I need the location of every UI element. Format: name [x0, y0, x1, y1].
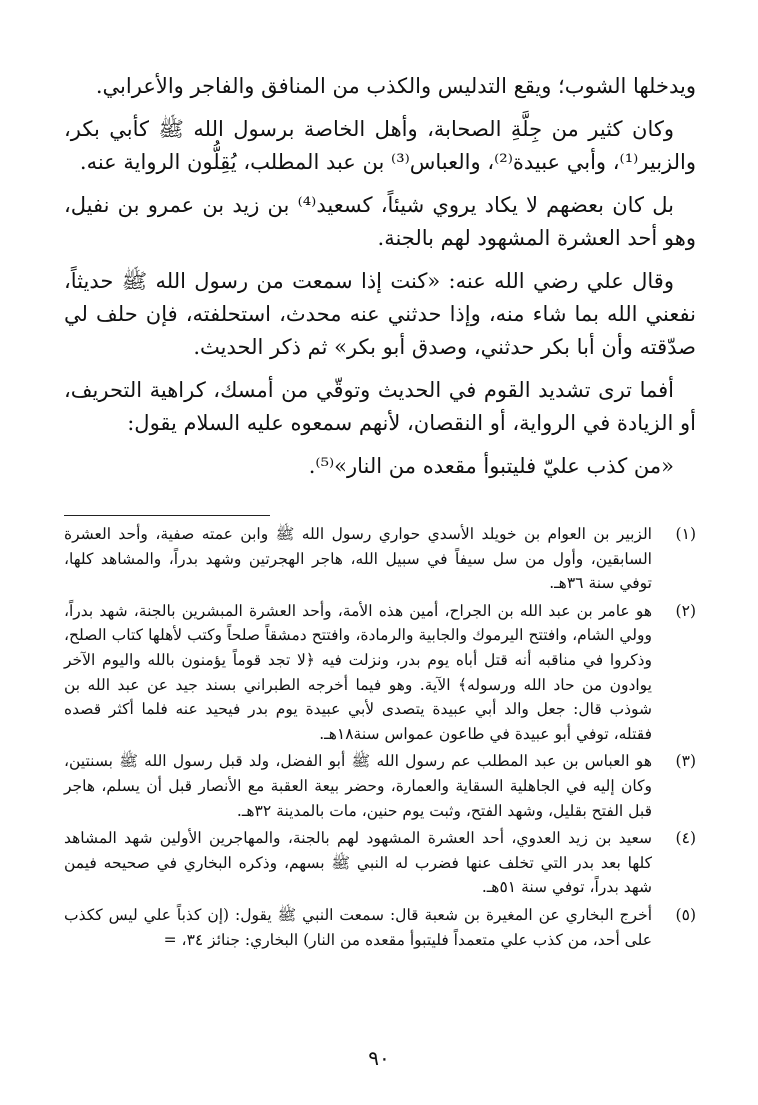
footnote-divider: [64, 515, 270, 516]
footnote-text: أخرج البخاري عن المغيرة بن شعبة قال: سمعت النبي ﷺ يقول: (إن كذباً علي ليس ككذب على أحد، من كذب علي متعمداً فليتبوأ مقعده من النار) البخاري: جنائز ٣٤، =: [64, 905, 652, 949]
page-number: ٩٠: [368, 1046, 390, 1070]
paragraph-5: أفما ترى تشديد القوم في الحديث وتوقّي من أمسك، كراهية التحريف، أو الزيادة في الرواية، أو النقصان، لأنهم سمعوه عليه السلام يقول:: [64, 378, 696, 435]
footnote-text: الزبير بن العوام بن خويلد الأسدي حواري رسول الله ﷺ وابن عمته صفية، وأحد العشرة السابقين، وأول من سل سيفاً في سبيل الله، هاجر الهجرتين وشهد بدراً، والمشاهد كلها، توفي سنة ٣٦هـ.: [64, 525, 652, 593]
paragraph-6: «من كذب عليّ فليتبوأ مقعده من النار»⁽⁵⁾.: [308, 454, 674, 478]
paragraph-4: وقال علي رضي الله عنه: «كنت إذا سمعت من رسول الله ﷺ حديثاً، نفعني الله بما شاء منه، وإذا حدثني عنه محدث، استحلفته، فإن حلف لي صدّقته وأن أبا بكر حدثني، وصدق أبو بكر» ثم ذكر الحديث.: [64, 269, 696, 359]
paragraph-1: ويدخلها الشوب؛ ويقع التدليس والكذب من المنافق والفاجر والأعرابي.: [95, 74, 696, 98]
footnote-1: [64, 522, 696, 596]
footnote-number: (٤): [675, 829, 696, 848]
footnote-text: هو العباس بن عبد المطلب عم رسول الله ﷺ أبو الفضل، ولد قبل رسول الله ﷺ بسنتين، وكان إليه في الجاهلية السقاية والعمارة، وحضر بيعة العقبة مع الأنصار قبل أن يسلم، هاجر قبل الفتح بقليل، وشهد الفتح، وثبت يوم حنين، مات بالمدينة ٣٢هـ.: [64, 752, 652, 820]
paragraph-2: وكان كثير من جِلَّةِ الصحابة، وأهل الخاصة برسول الله ﷺ كأبي بكر، والزبير⁽¹⁾، وأبي عبيدة⁽²⁾، والعباس⁽³⁾ بن عبد المطلب، يُقِلُّون الرواية عنه.: [64, 117, 696, 174]
footnote-2: [64, 599, 696, 747]
main-text: [64, 70, 696, 483]
footnote-4: [64, 826, 696, 900]
footnote-number: (٢): [675, 601, 696, 620]
footnotes: [64, 522, 696, 952]
footnote-number: (٥): [675, 905, 696, 924]
footnote-text: هو عامر بن عبد الله بن الجراح، أمين هذه الأمة، وأحد العشرة المبشرين بالجنة، شهد بدراً، وولي الشام، وافتتح اليرموك والجابية والرمادة، وافتتح دمشقاً صلحاً وكتب لأهلها كتاب الصلح، وذكروا في مناقبه أنه قتل أباه يوم بدر، ونزلت فيه ﴿لا تجد قوماً يؤمنون بالله واليوم الآخر يوادون من حاد الله ورسوله﴾ الآية. وهو فيما أخرجه الطبراني بسند جيد عن عبد الله بن شوذب قال: جعل والد أبي عبيدة يتصدى لأبي عبيدة يوم بدر فيحيد عنه فلما أكثر قصده فقتله، توفي أبو عبيدة في طاعون عمواس سنة١٨هـ.: [64, 601, 652, 743]
footnote-3: [64, 749, 696, 823]
paragraph-3: بل كان بعضهم لا يكاد يروي شيئاً، كسعيد⁽⁴⁾ بن زيد بن عمرو بن نفيل، وهو أحد العشرة المشهود لهم بالجنة.: [64, 193, 696, 250]
footnote-number: (٣): [675, 752, 696, 771]
footnote-text: سعيد بن زيد العدوي، أحد العشرة المشهود لهم بالجنة، والمهاجرين الأولين شهد المشاهد كلها بعد بدر التي تخلف عنها فضرب له النبي ﷺ بسهم، وذكره البخاري في صحيحه فيمن شهد بدراً، توفي سنة ٥١هـ.: [64, 829, 652, 897]
page-content: [64, 70, 696, 955]
footnote-5: [64, 903, 696, 952]
footnote-number: (١): [675, 525, 696, 543]
